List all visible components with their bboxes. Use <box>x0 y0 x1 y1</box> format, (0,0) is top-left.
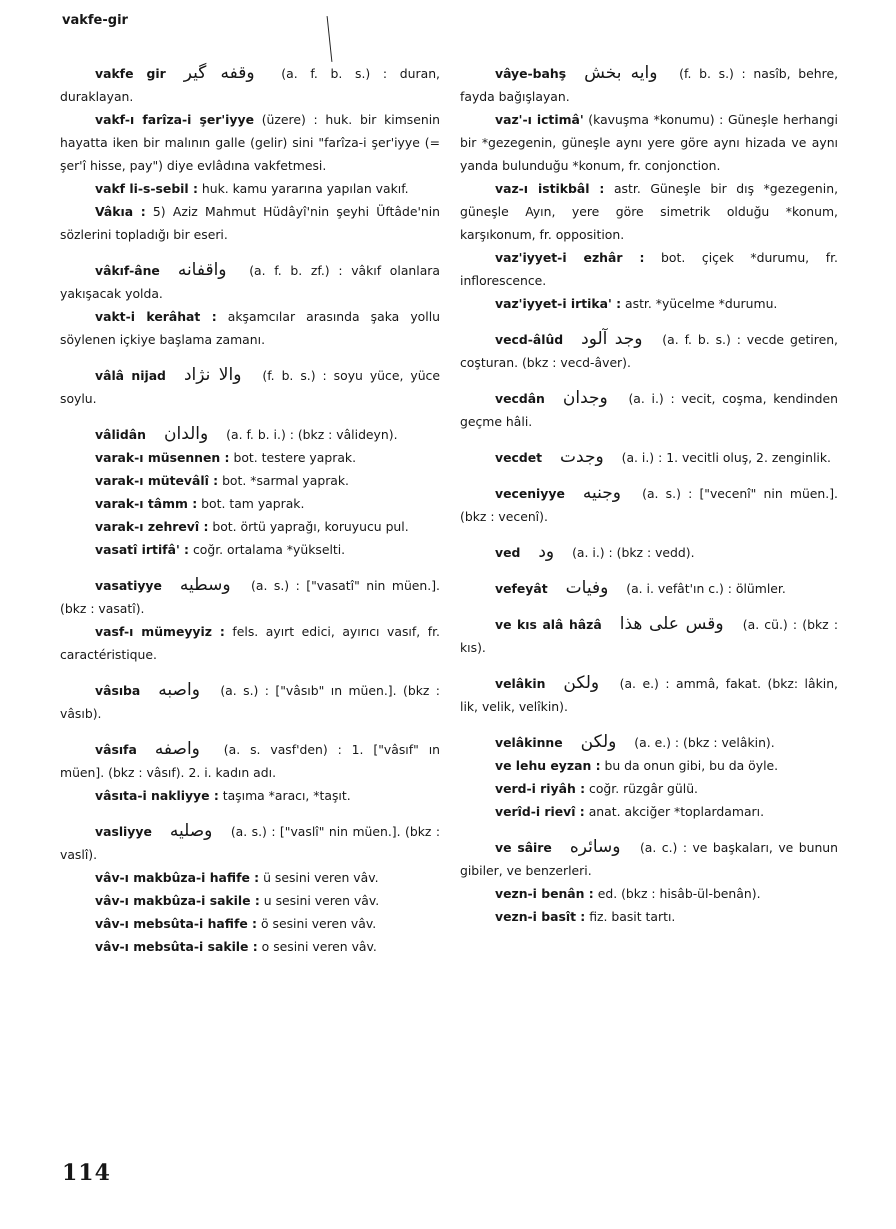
entry-definition: (a. f. b. s.) : duran, duraklayan. <box>60 66 440 104</box>
entry-arabic-script: وجد آلود <box>581 329 643 349</box>
entry-definition: (a. i.) : vecit, coşma, kendinden geçme hâli. <box>460 391 838 429</box>
entry-headword: varak-ı mütevâlî : <box>95 473 219 488</box>
left-column <box>60 62 440 958</box>
dictionary-entry <box>460 777 838 800</box>
entry-definition: (a. s. vasf'den) : 1. ["vâsıf" ın müen]. (bkz : vâsıf). 2. i. kadın adı. <box>60 742 440 780</box>
entry-definition: bot. örtü yaprağı, koruyucu pul. <box>208 519 409 534</box>
dictionary-entry <box>460 905 838 928</box>
dictionary-entry <box>60 866 440 889</box>
entry-headword: Vâkıa : <box>95 204 146 219</box>
entry-arabic-script: والا نژاد <box>183 365 242 385</box>
dictionary-entry <box>60 200 440 246</box>
entry-arabic-script: والدان <box>163 424 209 444</box>
dictionary-entry <box>60 364 440 410</box>
entry-definition: ed. (bkz : hisâb-ül-benân). <box>593 886 761 901</box>
entry-definition: bot. tam yaprak. <box>197 496 305 511</box>
entry-headword: ve sâire <box>495 840 552 855</box>
dictionary-entry <box>60 935 440 958</box>
entry-definition: (a. f. b. s.) : vecde getiren, coşturan. (bkz : vecd-âver). <box>460 332 838 370</box>
entry-arabic-script: ود <box>538 542 555 562</box>
entry-definition: o sesini veren vâv. <box>257 939 377 954</box>
entry-definition: anat. akciğer *toplardamarı. <box>584 804 765 819</box>
margin-mark <box>327 16 333 62</box>
dictionary-entry <box>460 387 838 433</box>
entry-headword: vâv-ı makbûza-i hafife : <box>95 870 260 885</box>
entry-definition: bot. *sarmal yaprak. <box>218 473 350 488</box>
entry-headword: vecd-âlûd <box>495 332 564 347</box>
entry-arabic-script: واصفه <box>154 739 200 759</box>
entry-headword: ved <box>495 545 521 560</box>
entry-definition: coğr. ortalama *yükselti. <box>189 542 346 557</box>
entry-definition: 5) Aziz Mahmut Hüdâyî'nin şeyhi Üftâde'nin sözlerini topladığı bir eseri. <box>60 204 440 242</box>
entry-headword: vezn-i benân : <box>495 886 594 901</box>
entry-headword: vasatî irtifâ' : <box>95 542 190 557</box>
entry-definition: bu da onun gibi, bu da öyle. <box>600 758 779 773</box>
entry-definition: (a. s.) : ["vasatî" nin müen.]. (bkz : vasatî). <box>60 578 440 616</box>
entry-definition: (f. b. s.) : soyu yüce, yüce soylu. <box>60 368 440 406</box>
entry-headword: vasf-ı mümeyyiz : <box>95 624 225 639</box>
entry-headword: ve lehu eyzan : <box>495 758 601 773</box>
entry-definition: ü sesini veren vâv. <box>259 870 379 885</box>
entry-arabic-script: واصبه <box>158 680 200 700</box>
dictionary-entry <box>60 469 440 492</box>
entry-arabic-script: ولكن <box>580 732 617 752</box>
entry-headword: varak-ı müsennen : <box>95 450 230 465</box>
entry-headword: varak-ı tâmm : <box>95 496 198 511</box>
dictionary-entry <box>460 731 838 754</box>
entry-definition: (a. f. b. zf.) : vâkıf olanlara yakışacak yolda. <box>60 263 440 301</box>
entry-definition: akşamcılar arasında şaka yollu söylenen içkiye başlama zamanı. <box>60 309 440 347</box>
dictionary-entry <box>60 538 440 561</box>
entry-headword: verd-i riyâh : <box>495 781 586 796</box>
dictionary-entry <box>60 738 440 784</box>
entry-definition: fels. ayırt edici, ayırıcı vasıf, fr. caractéristique. <box>60 624 440 662</box>
entry-definition: bot. testere yaprak. <box>229 450 357 465</box>
entry-headword: vaz'-ı ictimâ' <box>495 112 584 127</box>
entry-definition: (a. e.) : (bkz : velâkin). <box>630 735 775 750</box>
entry-definition: bot. çiçek *durumu, fr. inflorescence. <box>460 250 838 288</box>
dictionary-entry <box>460 328 838 374</box>
entry-definition: fiz. basit tartı. <box>585 909 676 924</box>
entry-arabic-script: وجدان <box>562 388 608 408</box>
dictionary-entry <box>460 836 838 882</box>
entry-definition: u sesini veren vâv. <box>259 893 380 908</box>
entry-definition: (üzere) : huk. bir kimsenin hayatta iken bir malının galle (gelir) sini "farîza-i şer'iyye (= şer'î hisse, pay") diye evlâdına vakfetmesi. <box>60 112 440 173</box>
entry-headword: vakfe gir <box>95 66 166 81</box>
dictionary-entry <box>60 620 440 666</box>
entry-headword: vakf-ı farîza-i şer'iyye <box>95 112 254 127</box>
entry-headword: vaz'iyyet-i irtika' : <box>495 296 622 311</box>
entry-definition: (a. i. vefât'ın c.) : ölümler. <box>622 581 786 596</box>
dictionary-entry <box>60 62 440 108</box>
entry-headword: vakf li-s-sebil : <box>95 181 198 196</box>
dictionary-entry <box>460 754 838 777</box>
page-number: 114 <box>62 1160 111 1186</box>
entry-arabic-script: وفيات <box>565 578 609 598</box>
entry-arabic-script: وسائره <box>569 837 621 857</box>
entry-definition: (a. i.) : (bkz : vedd). <box>568 545 695 560</box>
dictionary-entry <box>60 423 440 446</box>
right-column <box>460 62 838 928</box>
entry-headword: vâye-bahş <box>495 66 567 81</box>
entry-definition: (kavuşma *konumu) : Güneşle herhangi bir *gezegenin, güneşle aynı yere göre aynı hizada ve aynı yanda bulunduğu *konum, fr. conjonction. <box>460 112 838 173</box>
entry-definition: (a. s.) : ["vecenî" nin müen.]. (bkz : vecenî). <box>460 486 838 524</box>
entry-definition: (a. e.) : ammâ, fakat. (bkz: lâkin, lik, velik, velîkin). <box>460 676 838 714</box>
entry-arabic-script: ولكن <box>563 673 600 693</box>
entry-definition: ö sesini veren vâv. <box>257 916 377 931</box>
dictionary-entry <box>60 446 440 469</box>
dictionary-entry <box>460 108 838 177</box>
entry-definition: (a. i.) : 1. vecitli oluş, 2. zenginlik. <box>617 450 831 465</box>
entry-definition: coğr. rüzgâr gülü. <box>585 781 698 796</box>
dictionary-entry <box>460 446 838 469</box>
entry-arabic-script: وجنيه <box>582 483 621 503</box>
entry-headword: vâv-ı mebsûta-i sakile : <box>95 939 258 954</box>
entry-arabic-script: وجدت <box>560 447 604 467</box>
entry-headword: vezn-i basît : <box>495 909 586 924</box>
dictionary-entry <box>460 482 838 528</box>
dictionary-entry <box>60 679 440 725</box>
entry-definition: astr. Güneşle bir dış *gezegenin, güneşle Ayın, yere göre simetrik olduğu *konum, karşıkonum, fr. opposition. <box>460 181 839 242</box>
entry-headword: vecdet <box>495 450 543 465</box>
dictionary-entry <box>460 882 838 905</box>
dictionary-entry <box>460 577 838 600</box>
dictionary-entry <box>60 784 440 807</box>
entry-headword: vecdân <box>495 391 545 406</box>
dictionary-entry <box>60 820 440 866</box>
dictionary-entry <box>60 492 440 515</box>
entry-definition: (f. b. s.) : nasîb, behre, fayda bağışlayan. <box>460 66 839 104</box>
running-header: vakfe-gir <box>62 13 128 28</box>
dictionary-entry <box>460 292 838 315</box>
entry-headword: vasatiyye <box>95 578 162 593</box>
entry-definition: (a. c.) : ve başkaları, ve bunun gibiler, ve benzerleri. <box>460 840 839 878</box>
entry-headword: vefeyât <box>495 581 548 596</box>
entry-headword: vaz'iyyet-i ezhâr : <box>495 250 645 265</box>
entry-arabic-script: وايه بخش <box>584 63 658 83</box>
entry-headword: vâv-ı makbûza-i sakile : <box>95 893 260 908</box>
entry-headword: verîd-i rievî : <box>495 804 585 819</box>
entry-definition: (a. f. b. i.) : (bkz : vâlideyn). <box>222 427 398 442</box>
dictionary-entry <box>60 108 440 177</box>
entry-headword: vâsıta-i nakliyye : <box>95 788 219 803</box>
entry-headword: vâsıfa <box>95 742 137 757</box>
entry-headword: vaz-ı istikbâl : <box>495 181 605 196</box>
entry-arabic-script: وقس على هذا <box>619 614 724 634</box>
entry-headword: vâlidân <box>95 427 146 442</box>
dictionary-entry <box>460 62 838 108</box>
entry-arabic-script: وسطيه <box>179 575 231 595</box>
entry-headword: velâkin <box>495 676 546 691</box>
entry-headword: veceniyye <box>495 486 565 501</box>
entry-headword: vakt-i kerâhat : <box>95 309 217 324</box>
entry-arabic-script: واقفانه <box>177 260 227 280</box>
entry-definition: astr. *yücelme *durumu. <box>621 296 778 311</box>
dictionary-entry <box>460 613 838 659</box>
entry-definition: taşıma *aracı, *taşıt. <box>218 788 351 803</box>
entry-headword: velâkinne <box>495 735 563 750</box>
dictionary-entry <box>60 259 440 305</box>
dictionary-entry <box>60 305 440 351</box>
entry-headword: varak-ı zehrevî : <box>95 519 209 534</box>
dictionary-entry <box>60 515 440 538</box>
entry-arabic-script: وصليه <box>169 821 213 841</box>
entry-definition: (a. s.) : ["vaslî" nin müen.]. (bkz : vaslî). <box>60 824 440 862</box>
dictionary-entry <box>60 912 440 935</box>
entry-headword: vâv-ı mebsûta-i hafife : <box>95 916 258 931</box>
entry-arabic-script: وقفه گیر <box>183 63 255 83</box>
dictionary-entry <box>460 800 838 823</box>
dictionary-entry <box>60 889 440 912</box>
entry-headword: vâlâ nijad <box>95 368 166 383</box>
entry-definition: (a. s.) : ["vâsıb" ın müen.]. (bkz : vâsıb). <box>60 683 440 721</box>
dictionary-entry <box>460 177 838 246</box>
dictionary-entry <box>460 541 838 564</box>
dictionary-entry <box>460 246 838 292</box>
dictionary-entry <box>60 177 440 200</box>
entry-headword: vâsıba <box>95 683 141 698</box>
entry-definition: huk. kamu yararına yapılan vakıf. <box>197 181 409 196</box>
entry-headword: vasliyye <box>95 824 152 839</box>
dictionary-entry <box>60 574 440 620</box>
entry-headword: vâkıf-âne <box>95 263 160 278</box>
entry-definition: (a. cü.) : (bkz : kıs). <box>460 617 839 655</box>
entry-headword: ve kıs alâ hâzâ <box>495 617 602 632</box>
dictionary-entry <box>460 672 838 718</box>
